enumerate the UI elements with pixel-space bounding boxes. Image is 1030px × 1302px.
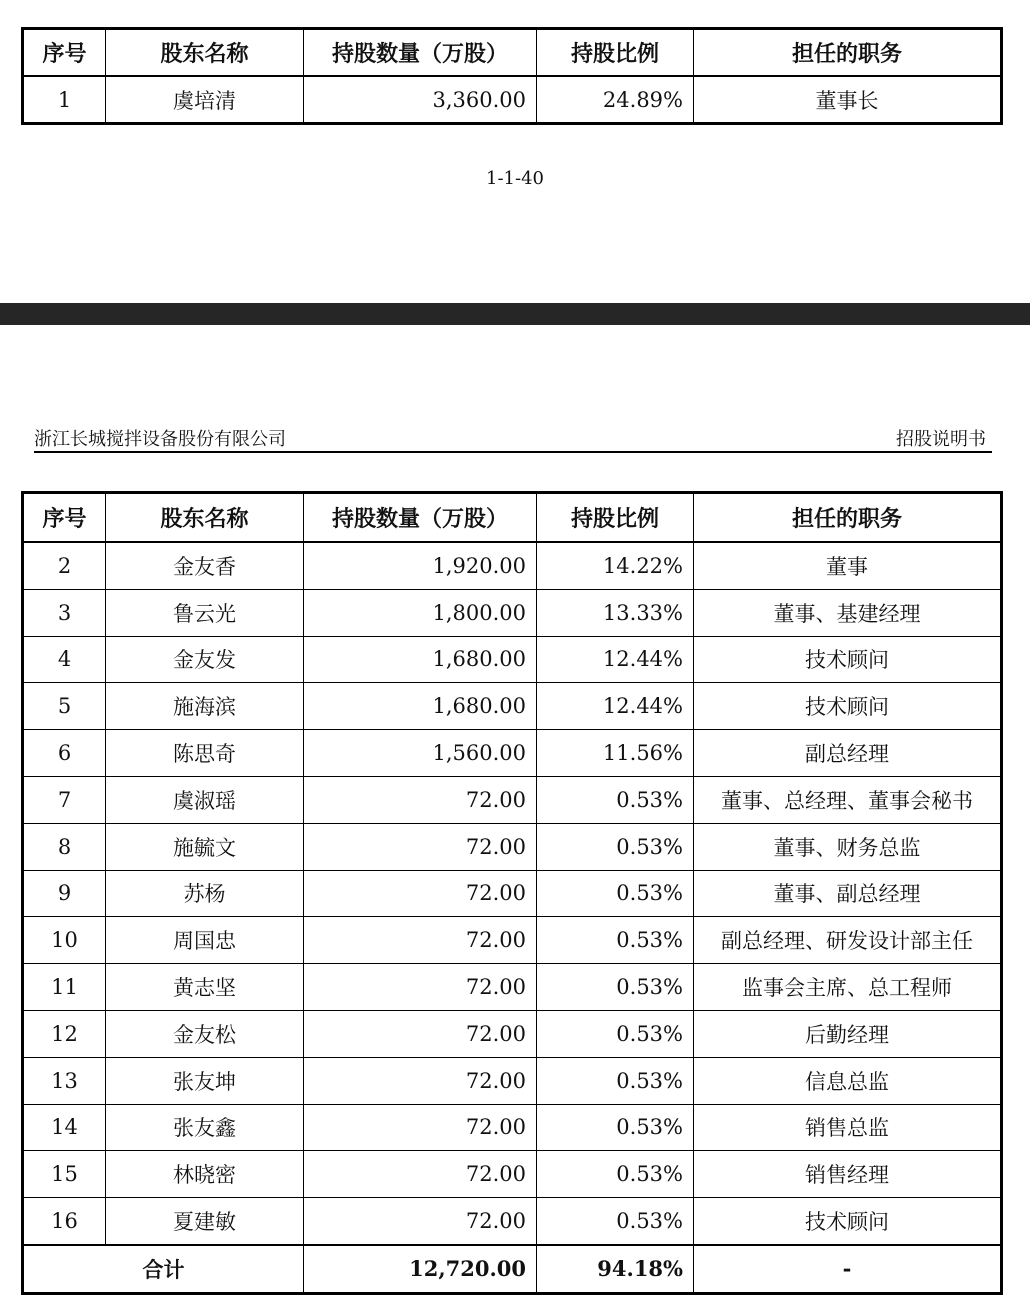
cell-name: 张友鑫 (106, 1104, 304, 1151)
cell-shares: 1,800.00 (304, 589, 537, 636)
cell-no: 7 (23, 776, 106, 823)
company-name: 浙江长城搅拌设备股份有限公司 (34, 429, 286, 450)
cell-shares: 72.00 (304, 964, 537, 1011)
cell-name: 金友松 (106, 1010, 304, 1057)
table-row (23, 589, 1002, 636)
header-no: 序号 (23, 493, 106, 543)
cell-shares: 72.00 (304, 823, 537, 870)
header-shares: 持股数量（万股） (304, 493, 537, 543)
cell-position: 董事 (694, 542, 1002, 589)
cell-no: 13 (23, 1057, 106, 1104)
page-header (34, 425, 992, 453)
cell-name: 金友发 (106, 636, 304, 683)
cell-position: 董事长 (694, 76, 1002, 124)
cell-shares: 72.00 (304, 1151, 537, 1198)
header-ratio: 持股比例 (537, 29, 694, 77)
cell-no: 15 (23, 1151, 106, 1198)
table-row (23, 542, 1002, 589)
cell-name: 夏建敏 (106, 1198, 304, 1245)
header-position: 担任的职务 (694, 493, 1002, 543)
total-label: 合计 (23, 1245, 304, 1293)
cell-no: 8 (23, 823, 106, 870)
cell-shares: 72.00 (304, 776, 537, 823)
total-position: - (694, 1245, 1002, 1293)
cell-name: 张友坤 (106, 1057, 304, 1104)
cell-no: 2 (23, 542, 106, 589)
table-row (23, 636, 1002, 683)
cell-ratio: 14.22% (537, 542, 694, 589)
cell-ratio: 13.33% (537, 589, 694, 636)
cell-name: 施海滨 (106, 683, 304, 730)
cell-no: 11 (23, 964, 106, 1011)
cell-no: 16 (23, 1198, 106, 1245)
cell-ratio: 12.44% (537, 636, 694, 683)
cell-ratio: 0.53% (537, 1151, 694, 1198)
cell-shares: 3,360.00 (304, 76, 537, 124)
cell-name: 黄志坚 (106, 964, 304, 1011)
total-shares: 12,720.00 (304, 1245, 537, 1293)
page-separator (0, 303, 1030, 325)
cell-name: 林晓密 (106, 1151, 304, 1198)
cell-ratio: 0.53% (537, 823, 694, 870)
cell-no: 14 (23, 1104, 106, 1151)
header-ratio: 持股比例 (537, 493, 694, 543)
cell-shares: 72.00 (304, 1010, 537, 1057)
cell-shares: 1,920.00 (304, 542, 537, 589)
header-shares: 持股数量（万股） (304, 29, 537, 77)
cell-ratio: 0.53% (537, 1057, 694, 1104)
table-row (23, 1010, 1002, 1057)
cell-position: 副总经理、研发设计部主任 (694, 917, 1002, 964)
cell-no: 10 (23, 917, 106, 964)
cell-position: 监事会主席、总工程师 (694, 964, 1002, 1011)
cell-no: 4 (23, 636, 106, 683)
table-row (23, 776, 1002, 823)
cell-ratio: 0.53% (537, 776, 694, 823)
header-name: 股东名称 (106, 29, 304, 77)
table-header-row (23, 493, 1002, 543)
table-row (23, 1104, 1002, 1151)
cell-shares: 72.00 (304, 1104, 537, 1151)
cell-name: 周国忠 (106, 917, 304, 964)
cell-ratio: 0.53% (537, 1198, 694, 1245)
cell-shares: 1,560.00 (304, 730, 537, 777)
cell-name: 虞淑瑶 (106, 776, 304, 823)
cell-name: 陈思奇 (106, 730, 304, 777)
cell-no: 12 (23, 1010, 106, 1057)
shareholder-table (21, 491, 1003, 1295)
cell-ratio: 0.53% (537, 1010, 694, 1057)
cell-ratio: 0.53% (537, 1104, 694, 1151)
cell-position: 董事、财务总监 (694, 823, 1002, 870)
cell-name: 鲁云光 (106, 589, 304, 636)
cell-shares: 1,680.00 (304, 683, 537, 730)
table-row (23, 1151, 1002, 1198)
cell-ratio: 0.53% (537, 917, 694, 964)
cell-position: 技术顾问 (694, 683, 1002, 730)
cell-no: 9 (23, 870, 106, 917)
cell-name: 施毓文 (106, 823, 304, 870)
cell-ratio: 0.53% (537, 964, 694, 1011)
table-row (23, 917, 1002, 964)
cell-position: 信息总监 (694, 1057, 1002, 1104)
cell-name: 苏杨 (106, 870, 304, 917)
cell-shares: 1,680.00 (304, 636, 537, 683)
table-row (23, 730, 1002, 777)
cell-no: 1 (23, 76, 106, 124)
cell-position: 销售总监 (694, 1104, 1002, 1151)
cell-position: 后勤经理 (694, 1010, 1002, 1057)
cell-shares: 72.00 (304, 870, 537, 917)
cell-name: 金友香 (106, 542, 304, 589)
total-row (23, 1245, 1002, 1293)
total-ratio: 94.18% (537, 1245, 694, 1293)
cell-ratio: 11.56% (537, 730, 694, 777)
cell-position: 副总经理 (694, 730, 1002, 777)
cell-ratio: 12.44% (537, 683, 694, 730)
cell-position: 董事、总经理、董事会秘书 (694, 776, 1002, 823)
table-row (23, 76, 1002, 124)
cell-ratio: 0.53% (537, 870, 694, 917)
cell-position: 销售经理 (694, 1151, 1002, 1198)
table-row (23, 870, 1002, 917)
header-name: 股东名称 (106, 493, 304, 543)
page-number: 1-1-40 (486, 168, 544, 189)
table-row (23, 964, 1002, 1011)
cell-no: 3 (23, 589, 106, 636)
cell-name: 虞培清 (106, 76, 304, 124)
header-no: 序号 (23, 29, 106, 77)
cell-position: 董事、副总经理 (694, 870, 1002, 917)
cell-shares: 72.00 (304, 1057, 537, 1104)
cell-shares: 72.00 (304, 1198, 537, 1245)
cell-position: 技术顾问 (694, 636, 1002, 683)
table-row (23, 823, 1002, 870)
cell-shares: 72.00 (304, 917, 537, 964)
table-row (23, 683, 1002, 730)
cell-ratio: 24.89% (537, 76, 694, 124)
table-row (23, 1198, 1002, 1245)
cell-position: 技术顾问 (694, 1198, 1002, 1245)
cell-no: 6 (23, 730, 106, 777)
document-type: 招股说明书 (896, 429, 986, 450)
table-header-row (23, 29, 1002, 77)
shareholder-table-top (21, 27, 1003, 125)
cell-position: 董事、基建经理 (694, 589, 1002, 636)
header-position: 担任的职务 (694, 29, 1002, 77)
table-row (23, 1057, 1002, 1104)
cell-no: 5 (23, 683, 106, 730)
